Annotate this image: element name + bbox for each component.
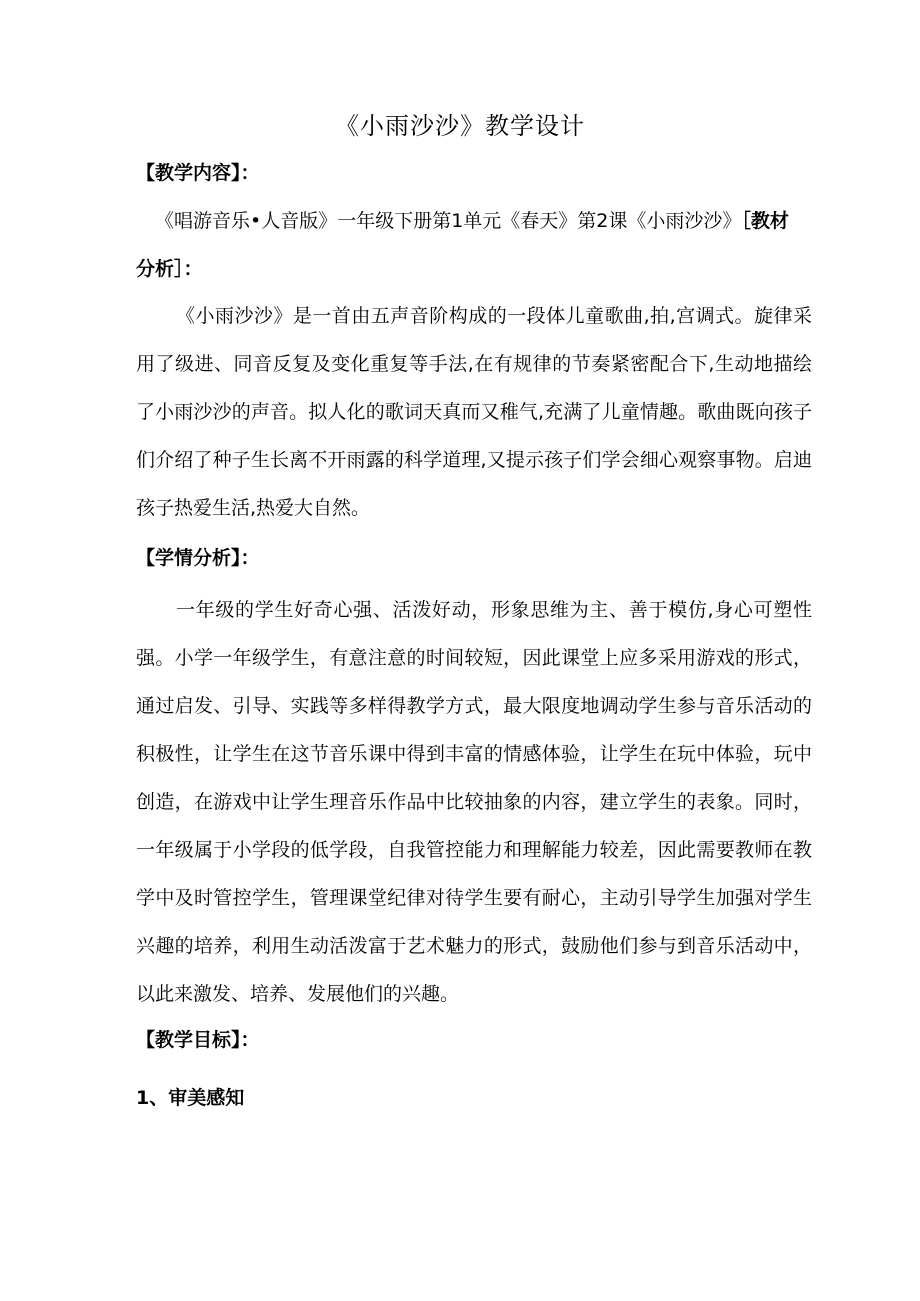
textbook-analysis-heading-start: ［教材 (741, 210, 789, 232)
section-heading-textbook-analysis: 分析］： (136, 258, 203, 280)
section-heading-learning-analysis: 【学情分析】： (136, 547, 260, 569)
textbook-analysis-paragraph: 《小雨沙沙》是一首由五声音阶构成的一段体儿童歌曲,拍,宫调式。旋律采用了级进、同音反复及变化重复等手法,在有规律的节奏紧密配合下,生动地描绘了小雨沙沙的声音。拟人化的歌词天真而又稚气,充满了儿童情趣。歌曲既向孩子们介绍了种子生长离不开雨露的科学道理,又提示孩子们学会细心观察事物。启迪孩子热爱生活,热爱大自然。 (136, 305, 812, 519)
learning-analysis-paragraph: 一年级的学生好奇心强、活泼好动，形象思维为主、善于模仿,身心可塑性强。小学一年级学生，有意注意的时间较短，因此课堂上应多采用游戏的形式，通过启发、引导、实践等多样得教学方式，最大限度地调动学生参与音乐活动的积极性，让学生在这节音乐课中得到丰富的情感体验，让学生在玩中体验，玩中创造，在游戏中让学生理音乐作品中比较抽象的内容，建立学生的表象。同时，一年级属于小学段的低学段，自我管控能力和理解能力较差，因此需要教师在教学中及时管控学生，管理课堂纪律对待学生要有耐心，主动引导学生加强对学生兴趣的培养，利用生动活泼富于艺术魅力的形式，鼓励他们参与到音乐活动中，以此来激发、培养、发展他们的兴趣。 (136, 599, 812, 1005)
teaching-content-text: 《唱游音乐•人音版》一年级下册第1单元《春天》第2课《小雨沙沙》 (155, 210, 742, 232)
document-title: 《小雨沙沙》教学设计 (335, 112, 585, 140)
section-heading-teaching-goals: 【教学目标】： (136, 1029, 260, 1051)
goal-item-aesthetic-perception: 1、审美感知 (136, 1087, 245, 1109)
section-heading-teaching-content: 【教学内容】： (136, 162, 260, 184)
teaching-content-line (155, 206, 789, 236)
